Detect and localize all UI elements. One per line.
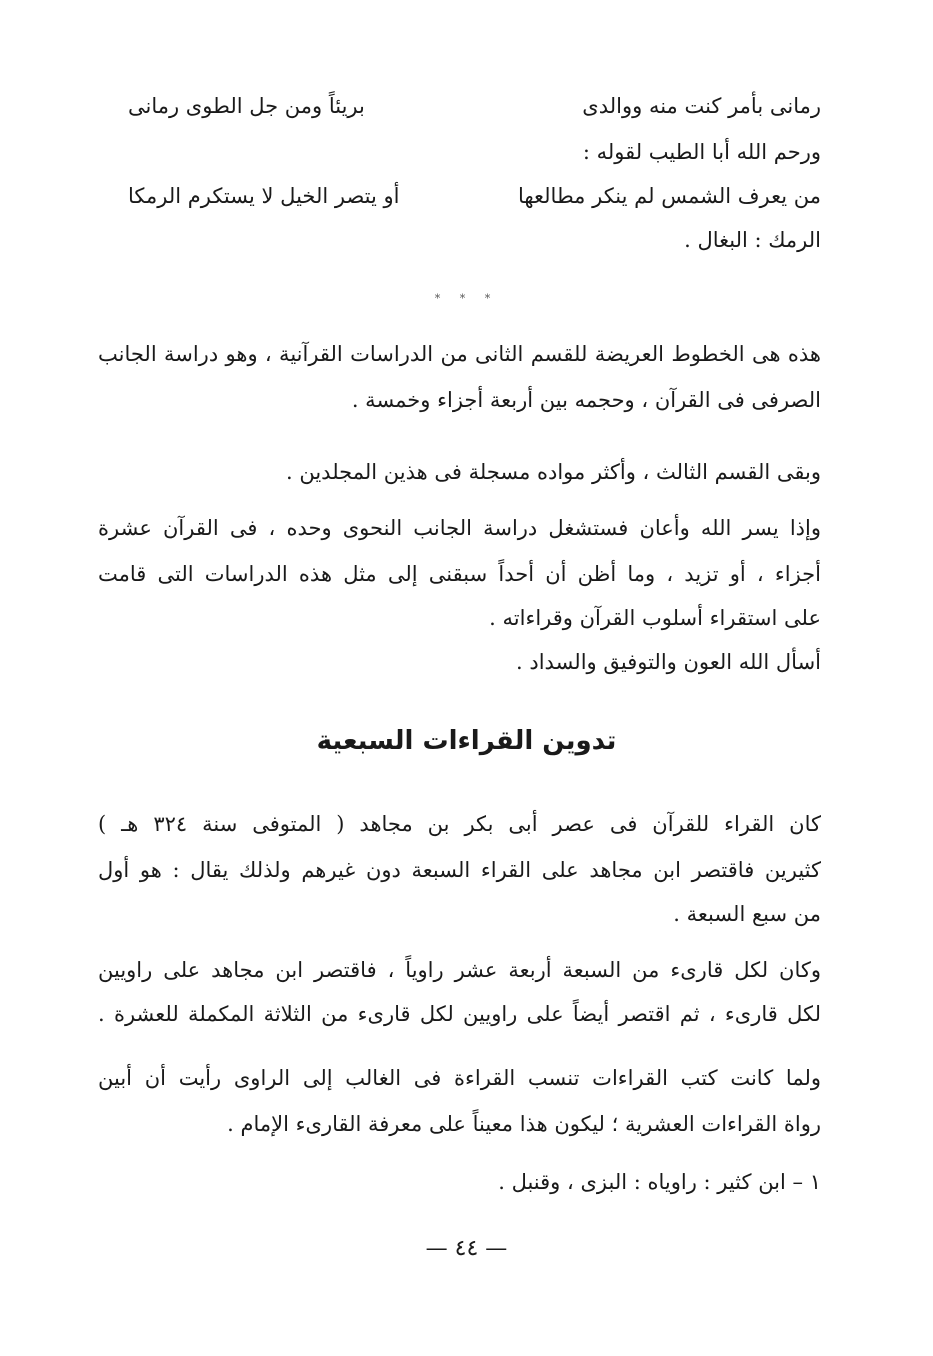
paragraph-line: رواة القراءات العشرية ؛ ليكون هذا معيناً على معرفة القارىء الإمام . [227, 1112, 821, 1136]
intro-line: ورحم الله أبا الطيب لقوله : [582, 140, 821, 164]
page-number: — ٤٤ — [425, 1236, 508, 1261]
paragraph-line: وبقى القسم الثالث ، وأكثر مواده مسجلة فى هذين المجلدين . [285, 460, 821, 484]
paragraph-line: كثيرين فاقتصر ابن مجاهد على القراء السبعة دون غيرهم ولذلك يقال : هو أول [98, 858, 821, 882]
paragraph-line: ولما كانت كتب القراءات تنسب القراءة فى الغالب إلى الراوى رأيت أن أبين [98, 1066, 821, 1090]
paragraph-line: على استقراء أسلوب القرآن وقراءاته . [489, 606, 821, 630]
list-item: ١ – ابن كثير : راوياه : البزى ، وقنبل . [498, 1170, 821, 1194]
poem1-left-hemistich: بريئاً ومن جل الطوى رمانى [128, 94, 365, 118]
paragraph-line: من سبع السبعة . [673, 902, 821, 926]
paragraph-line: أسأل الله العون والتوفيق والسداد . [516, 650, 821, 674]
paragraph-line: كان القراء للقرآن فى عصر أبى بكر بن مجاهد ( المتوفى سنة ٣٢٤ هـ ) [98, 812, 821, 836]
section-heading: تدوين القراءات السبعية [316, 726, 617, 756]
gloss-line: الرمك : البغال . [684, 228, 821, 252]
poem2-left-hemistich: أو يتصر الخيل لا يستكرم الرمكا [128, 184, 400, 208]
poem2-right-hemistich: من يعرف الشمس لم ينكر مطالعها [517, 184, 821, 208]
paragraph-line: وإذا يسر الله وأعان فستشغل دراسة الجانب النحوى وحده ، فى القرآن عشرة [98, 516, 821, 540]
paragraph-line: هذه هى الخطوط العريضة للقسم الثانى من الدراسات القرآنية ، وهو دراسة الجانب [98, 342, 821, 366]
paragraph-line: الصرفى فى القرآن ، وحجمه بين أربعة أجزاء وخمسة . [351, 388, 821, 412]
paragraph-line: أجزاء ، أو تزيد ، وما أظن أن أحداً سبقنى إلى مثل هذه الدراسات التى قامت [98, 562, 821, 586]
section-separator: * * * [434, 292, 499, 305]
poem1-right-hemistich: رمانى بأمر كنت منه ووالدى [582, 94, 821, 118]
paragraph-line: لكل قارىء ، ثم اقتصر أيضاً على راويين لكل قارىء من الثلاثة المكملة للعشرة . [98, 1002, 821, 1026]
paragraph-line: وكان لكل قارىء من السبعة أربعة عشر راوياً ، فاقتصر ابن مجاهد على راويين [98, 958, 821, 982]
